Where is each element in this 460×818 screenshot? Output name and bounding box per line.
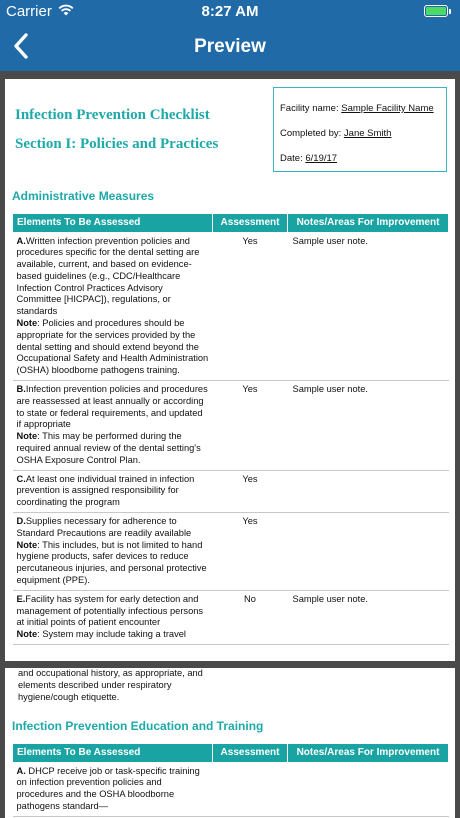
element-cell: A.Written infection prevention policies and procedures specific for the dental setting are available, current, and based on evidence-based guidelines (e.g., CDC/Healthcare Infection Control Practices Advisory Committee [HICPAC]), regulations, or standards Note: Policies and procedures should be appropriate for the services provided by the dental setting and should extend beyond the Occupational Safety and Health Administration (OSHA) bloodborne pathogens training. bbox=[13, 232, 213, 381]
administrative-measures-table bbox=[12, 214, 449, 645]
date-label: Date: bbox=[280, 153, 303, 164]
table-row bbox=[13, 513, 449, 591]
notes-cell bbox=[288, 470, 449, 512]
assessment-cell: Yes bbox=[213, 381, 288, 471]
notes-cell bbox=[288, 762, 449, 816]
col-header-elements: Elements To Be Assessed bbox=[13, 214, 213, 232]
assessment-cell: Yes bbox=[213, 513, 288, 591]
element-cell: E.Facility has system for early detection and management of potentially infectious persons at initial points of patient encounter Note: System may include taking a travel bbox=[13, 590, 213, 644]
element-cell: A. DHCP receive job or task-specific training on infection prevention policies and procedures and the OSHA bloodborne pathogens standard— bbox=[13, 762, 213, 816]
table-header-row bbox=[13, 214, 449, 232]
table-row bbox=[13, 232, 449, 381]
element-cell: B.Infection prevention policies and procedures are reassessed at least annually or according to state or federal requirements, and updated if appropriate Note: This may be performed during the required annual review of the dental setting's OSHA Exposure Control Plan. bbox=[13, 381, 213, 471]
nav-title: Preview bbox=[194, 36, 266, 57]
document-page-1[interactable] bbox=[5, 79, 455, 661]
element-cell: D.Supplies necessary for adherence to Standard Precautions are readily available Note: This includes, but is not limited to hand hygiene products, safer devices to reduce percutaneous injuries, and personal protective equipment (PPE). bbox=[13, 513, 213, 591]
col-header-notes: Notes/Areas For Improvement bbox=[288, 744, 449, 762]
table-header-row bbox=[13, 744, 449, 762]
section-heading-administrative: Administrative Measures bbox=[12, 189, 155, 203]
facility-info-box bbox=[273, 87, 447, 172]
assessment-cell: Yes bbox=[213, 232, 288, 381]
col-header-assessment: Assessment bbox=[213, 214, 288, 232]
carrier-label: Carrier bbox=[6, 3, 52, 20]
col-header-notes: Notes/Areas For Improvement bbox=[288, 214, 449, 232]
section-heading-education: Infection Prevention Education and Training bbox=[12, 719, 264, 733]
date-value: 6/19/17 bbox=[305, 153, 338, 164]
notes-cell: Sample user note. bbox=[288, 232, 449, 381]
assessment-cell: No bbox=[213, 590, 288, 644]
col-header-assessment: Assessment bbox=[213, 744, 288, 762]
nav-bar bbox=[0, 24, 460, 71]
document-title bbox=[15, 101, 265, 159]
table-row bbox=[13, 381, 449, 471]
facility-name-label: Facility name: bbox=[280, 103, 339, 114]
status-bar bbox=[0, 0, 460, 24]
notes-cell: Sample user note. bbox=[288, 381, 449, 471]
table-row bbox=[13, 590, 449, 644]
checklist-title: Infection Prevention Checklist bbox=[15, 107, 210, 123]
document-page-2[interactable] bbox=[5, 668, 455, 818]
table-row bbox=[13, 470, 449, 512]
section-title: Section I: Policies and Practices bbox=[15, 136, 219, 152]
education-training-table bbox=[12, 744, 449, 817]
completed-by-label: Completed by: bbox=[280, 128, 342, 139]
element-cell: C.At least one individual trained in infection prevention is assigned responsibility for coordinating the program bbox=[13, 470, 213, 512]
assessment-cell bbox=[213, 762, 288, 816]
completed-by-value: Jane Smith bbox=[343, 128, 392, 139]
status-time: 8:27 AM bbox=[201, 3, 259, 20]
notes-cell bbox=[288, 513, 449, 591]
table-row bbox=[13, 762, 449, 816]
assessment-cell: Yes bbox=[213, 470, 288, 512]
app-header bbox=[0, 0, 460, 71]
col-header-elements: Elements To Be Assessed bbox=[13, 744, 213, 762]
notes-cell: Sample user note. bbox=[288, 590, 449, 644]
battery-icon bbox=[424, 5, 448, 17]
continued-note-text: and occupational history, as appropriate, and elements described under respiratory hygiene/cough etiquette. bbox=[18, 668, 203, 702]
facility-name-value: Sample Facility Name bbox=[341, 103, 434, 114]
